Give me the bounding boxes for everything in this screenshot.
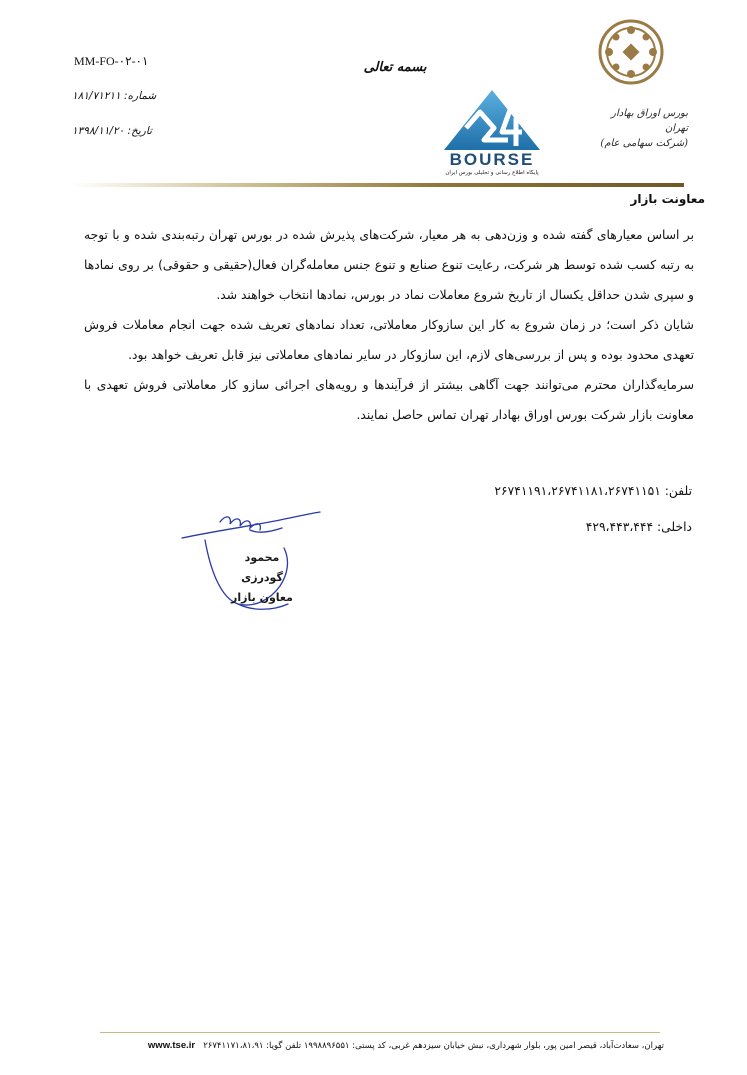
extension-numbers: داخلی: ۴۲۹،۴۴۳،۴۴۴ [585,520,692,534]
organization-name [588,106,688,151]
signer-name: محمود گودرزی [241,551,283,584]
footer-website: www.tse.ir [147,1040,196,1051]
footer [104,1040,664,1051]
letter-body [84,220,694,430]
paragraph-3: سرمایه‌گذاران محترم می‌توانند جهت آگاهی بیشتر از فرآیندها و رویه‌های اجرائی سازو کار معاملاتی فروش تعهدی با معاونت بازار شرکت بورس اوراق بهادار تهران تماس حاصل نمایند. [84,378,694,422]
organization-name-line1: بورس اوراق بهادار تهران [611,108,688,134]
footer-address: تهران، سعادت‌آباد، قیصر امین پور، بلوار شهرداری، نبش خیابان سیزدهم غربی، کد پستی: ۱۹۹۸۸۹۶۵۵۱ تلفن گویا: ۲۶۷۴۱۱۷۱،۸۱،۹۱ [203,1041,664,1051]
form-code: MM-FO-۰۲-۰۱ [74,54,149,68]
organization-name-line2: (شرکت سهامی عام) [600,138,688,149]
letter-number: شماره: ۱۸۱/۷۱۲۱۱ [72,90,157,102]
phone-numbers: تلفن: ۲۶۷۴۱۱۹۱،۲۶۷۴۱۱۸۱،۲۶۷۴۱۱۵۱ [494,484,692,498]
header-divider [72,183,684,187]
department-title: معاونت بازار [630,192,705,206]
bourse-logo [436,88,548,182]
bismillah-heading: بسمه تعالی [363,60,427,75]
letter-date: تاریخ: ۱۳۹۸/۱۱/۲۰ [72,125,152,137]
bourse-wordmark: BOURSE [449,150,535,169]
signer-title: معاون بازار [231,591,293,604]
tse-emblem-icon [598,18,664,86]
signer-block [222,548,302,608]
paragraph-1: بر اساس معیارهای گفته شده و وزن‌دهی به هر معیار، شرکت‌های پذیرش شده در بورس تهران رتبه‌بندی شده و با توجه به رتبه کسب شده توسط هر شرکت، رعایت تنوع صنایع و تنوع جنس معامله‌گران فعال(حقیقی و حقوقی) بر روی نمادها و سپری شدن حداقل یکسال از تاریخ شروع معاملات نماد در بورس، نمادها انتخاب خواهند شد. [84,228,694,302]
footer-divider [100,1032,660,1033]
paragraph-2: شایان ذکر است؛ در زمان شروع به کار این سازوکار معاملاتی، تعداد نمادهای تعریف شده جهت انجام معاملات فروش تعهدی محدود بوده و پس از بررسی‌های لازم، این سازوکار در سایر نمادهای معاملاتی نیز قابل تعریف خواهد بود. [84,318,694,362]
bourse-tagline: پایگاه اطلاع رسانی و تحلیلی بورس ایران [445,170,539,176]
bourse-triangle-icon [436,88,548,152]
